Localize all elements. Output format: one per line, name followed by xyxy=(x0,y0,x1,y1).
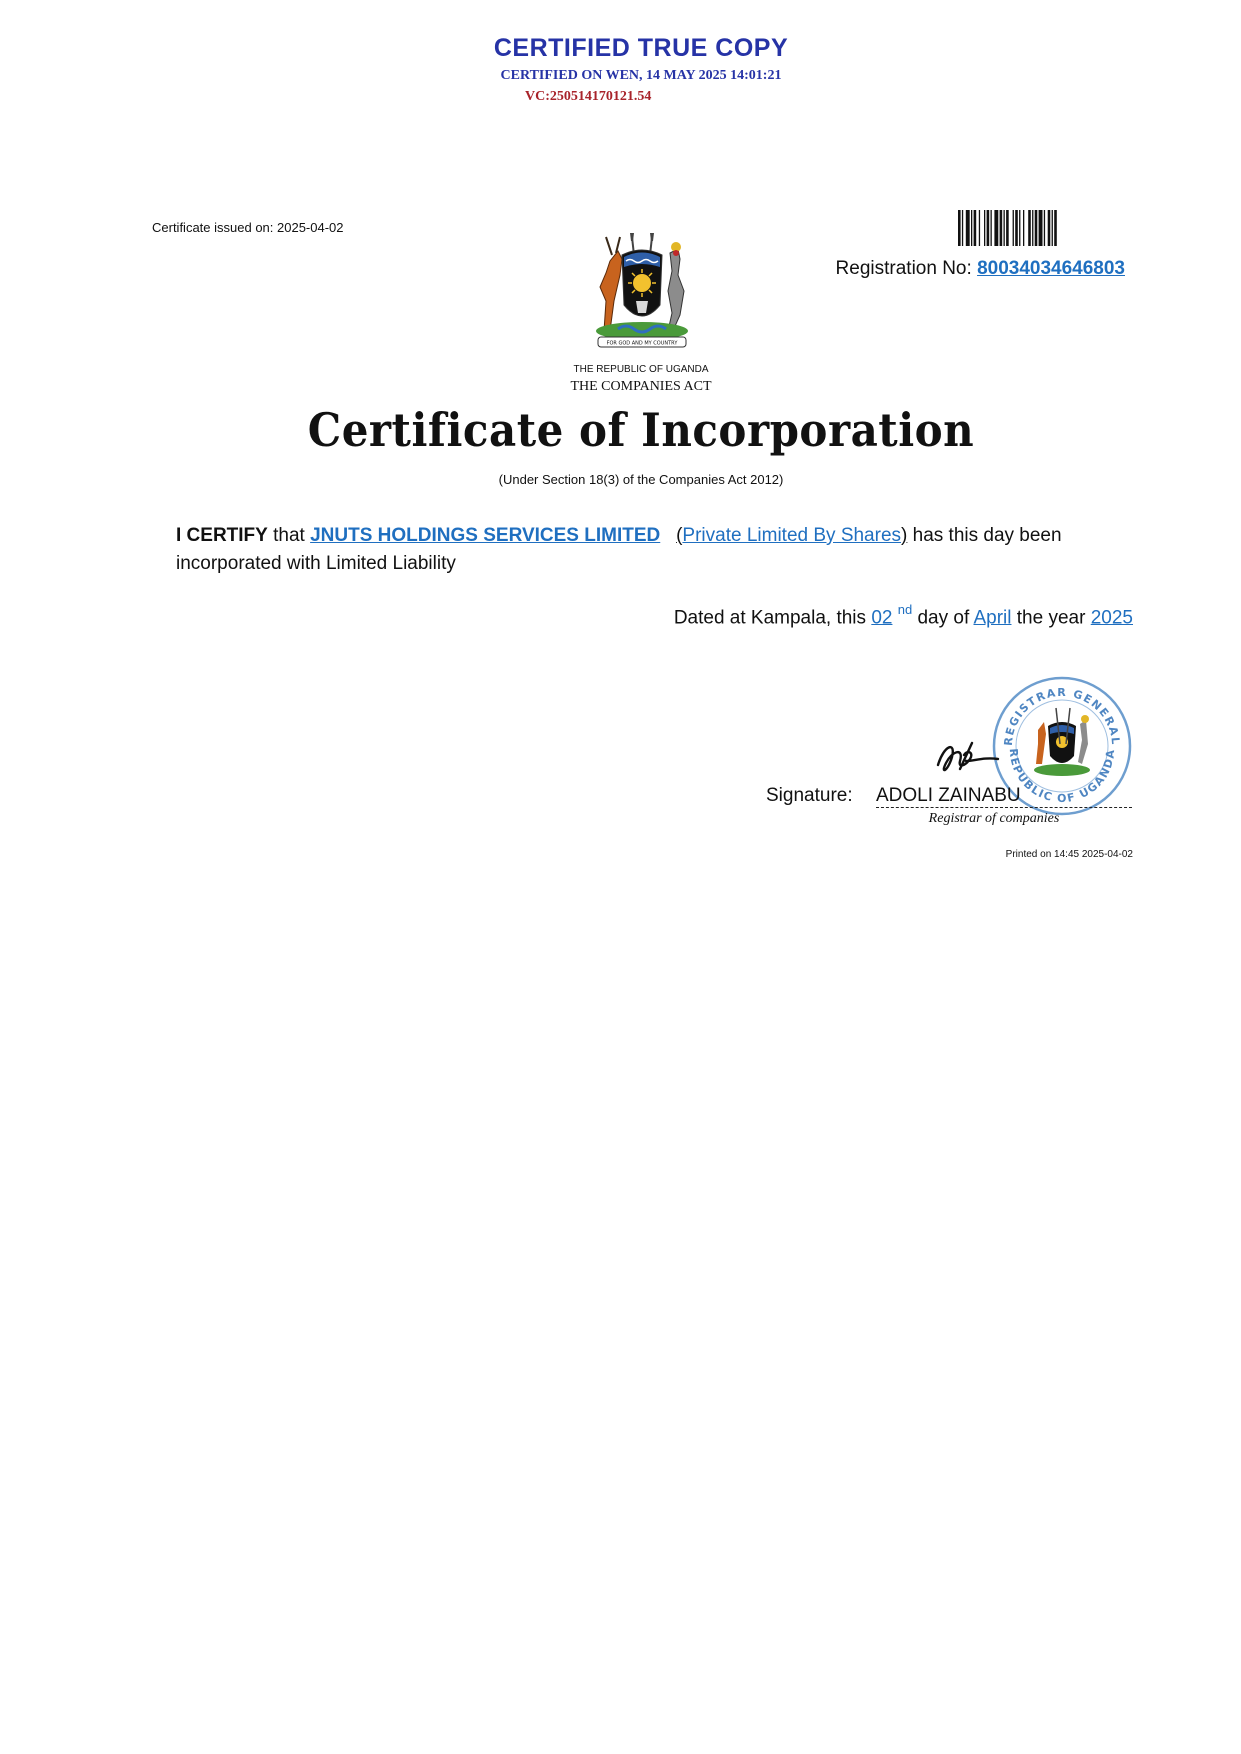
dated-year: 2025 xyxy=(1090,607,1133,629)
verification-code: VC:250514170121.54 xyxy=(525,89,652,104)
dated-month: April xyxy=(973,607,1012,629)
certificate-issued-date: Certificate issued on: 2025-04-02 xyxy=(152,220,344,235)
dated-day-of: day of xyxy=(917,607,970,629)
certify-rest-line1: has this day been xyxy=(912,525,1062,546)
printed-on-date: Printed on 14:45 2025-04-02 xyxy=(1005,849,1133,860)
section-reference: (Under Section 18(3) of the Companies Act 2012) xyxy=(498,472,784,487)
certified-on-line: CERTIFIED ON WEN, 14 MAY 2025 14:01:21 xyxy=(500,68,782,83)
dated-day: 02 xyxy=(871,607,893,629)
certificate-title: Certificate of Incorporation xyxy=(307,404,975,457)
dated-day-suffix: nd xyxy=(897,602,913,617)
dated-prefix: Dated at Kampala, this xyxy=(673,607,867,629)
motto-text: FOR GOD AND MY COUNTRY xyxy=(606,340,678,347)
registration-number: 80034034646803 xyxy=(977,258,1125,279)
signatory-name: ADOLI ZAINABU xyxy=(876,785,1021,806)
company-type-open: ( xyxy=(676,525,683,546)
coat-of-arms-icon xyxy=(580,231,704,355)
registration-label: Registration No: xyxy=(835,258,972,279)
signature-line xyxy=(876,807,1132,808)
company-type-close: ) xyxy=(901,525,908,546)
registration-number-block xyxy=(836,258,1125,280)
certified-true-copy-title: CERTIFIED TRUE COPY xyxy=(493,34,789,62)
handwritten-signature-icon xyxy=(930,735,1002,781)
seal-top-text: REGISTRAR GENERAL xyxy=(1001,685,1123,747)
certify-rest-line2: incorporated with Limited Liability xyxy=(176,553,456,574)
barcode-icon xyxy=(958,210,1122,246)
republic-label: THE REPUBLIC OF UGANDA xyxy=(573,364,709,375)
seal-bottom-text: REPUBLIC OF UGANDA xyxy=(1006,748,1118,806)
certify-lead: I CERTIFY xyxy=(176,525,268,546)
signatory-role: Registrar of companies xyxy=(928,811,1060,826)
company-name: JNUTS HOLDINGS SERVICES LIMITED xyxy=(310,525,661,546)
companies-act-label: THE COMPANIES ACT xyxy=(570,379,712,394)
certify-that: that xyxy=(273,525,305,546)
company-type: Private Limited By Shares xyxy=(682,525,902,546)
signature-label: Signature: xyxy=(766,785,853,806)
dated-line xyxy=(674,604,1133,629)
certification-paragraph xyxy=(176,522,1116,578)
dated-the-year: the year xyxy=(1016,607,1086,629)
